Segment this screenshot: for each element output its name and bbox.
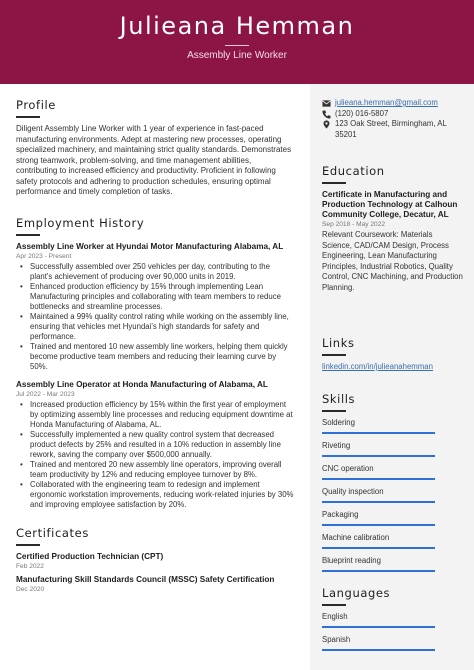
job-title: Assembly Line Operator at Honda Manufacturing of Alabama, AL	[16, 379, 268, 389]
skill-item	[322, 487, 464, 503]
main-column	[16, 98, 294, 595]
skill-bar-fill	[322, 478, 435, 480]
job-bullet: • Maintained a 99% quality control rating while working on the assembly line, ensuring that vehicles met Hyundai's high standards for safety and performance.	[16, 312, 294, 342]
job-dates: Jul 2022 - Mar 2023	[16, 390, 75, 398]
skill-bar	[322, 501, 435, 503]
section-title-education: Education	[322, 164, 385, 178]
section-rule	[322, 182, 346, 184]
section-rule	[16, 234, 40, 236]
skill-bar	[322, 432, 435, 434]
skill-label: Quality inspection	[322, 487, 384, 496]
certificate-date: Dec 2020	[16, 585, 45, 593]
job-bullets	[16, 262, 294, 372]
skill-bar	[322, 570, 435, 572]
job-bullet: • Increased production efficiency by 15% within the first year of employment by optimizing assembly line processes and reducing equipment downtime at Honda Manufacturing of Alabama, AL.	[16, 400, 294, 430]
skill-bar	[322, 478, 435, 480]
contact-address	[322, 119, 464, 140]
address-line: 123 Oak Street, Birmingham, AL	[335, 119, 447, 128]
skill-label: Soldering	[322, 418, 355, 427]
job-title: Assembly Line Worker at Hyundai Motor Manufacturing Alabama, AL	[16, 241, 284, 251]
language-item	[322, 612, 464, 628]
job-bullet: • Trained and mentored 10 new assembly line workers, helping them quickly become productive team members and reducing their learning curve by 50%.	[16, 342, 294, 372]
languages-section	[322, 586, 464, 658]
job-bullet: • Successfully implemented a new quality control system that decreased product defects by 25% and resulted in a 10% reduction in assembly line rework, saving the company over $500,000 annually.	[16, 430, 294, 460]
section-rule	[322, 604, 346, 606]
skill-bar	[322, 455, 435, 457]
skill-label: Packaging	[322, 510, 359, 519]
section-title-employment: Employment History	[16, 215, 145, 230]
contact-email	[322, 98, 464, 109]
location-pin-icon	[322, 120, 331, 129]
skill-label: Riveting	[322, 441, 351, 450]
certificates-section	[16, 526, 294, 594]
skill-bar-fill	[322, 432, 435, 434]
skill-item	[322, 510, 464, 526]
phone-icon	[322, 110, 331, 119]
linkedin-link[interactable]: linkedin.com/in/julieanahemman	[322, 362, 433, 371]
section-rule	[16, 544, 40, 546]
phone-number: (120) 016-5807	[335, 108, 389, 118]
candidate-role: Assembly Line Worker	[187, 50, 287, 61]
certificate-title: Certified Production Technician (CPT)	[16, 551, 164, 561]
skill-bar	[322, 524, 435, 526]
job-dates: Apr 2023 - Present	[16, 252, 72, 260]
email-icon	[322, 99, 331, 108]
job-bullet: • Collaborated with the engineering team to redesign and implement ergonomic workstation improvements, reducing work-related injuries by 30% and improving employee satisfaction by 20%.	[16, 480, 294, 510]
section-title-links: Links	[322, 336, 355, 350]
skill-bar-fill	[322, 547, 435, 549]
certificate-title: Manufacturing Skill Standards Council (MSSC) Safety Certification	[16, 574, 275, 584]
skills-section	[322, 392, 464, 579]
skill-item	[322, 533, 464, 549]
skill-bar-fill	[322, 570, 435, 572]
skill-bar-fill	[322, 455, 435, 457]
job-entry	[16, 242, 294, 372]
section-rule	[322, 354, 346, 356]
language-bar-fill	[322, 649, 435, 651]
education-coursework: Relevant Coursework: Materials Science, CAD/CAM Design, Process Engineering, Lean Manufacturing Principles, Industrial Robotics, Quality Control, CNC Machining, and Production Planning.	[322, 230, 463, 292]
job-bullet: • Enhanced production efficiency by 15% through implementing Lean Manufacturing principles and collaborating with team members to reduce bottlenecks and streamline processes.	[16, 282, 294, 312]
section-title-certificates: Certificates	[16, 525, 89, 540]
language-bar-fill	[322, 626, 435, 628]
skill-item	[322, 418, 464, 434]
job-entry	[16, 380, 294, 510]
section-title-profile: Profile	[16, 98, 56, 112]
job-bullet: • Trained and mentored 20 new assembly line operators, improving overall team productivity by 12% and reducing employee turnover by 8%.	[16, 460, 294, 480]
email-link[interactable]: julieana.hemman@gmail.com	[335, 98, 438, 107]
education-section	[322, 164, 464, 293]
skill-item	[322, 556, 464, 572]
language-label: English	[322, 612, 348, 621]
job-bullets	[16, 400, 294, 510]
contact-block	[322, 98, 464, 140]
skill-label: Blueprint reading	[322, 556, 381, 565]
language-bar	[322, 649, 435, 651]
skill-label: Machine calibration	[322, 533, 390, 542]
certificate-date: Feb 2022	[16, 562, 44, 570]
header-divider	[225, 45, 249, 46]
resume-header	[0, 0, 474, 84]
language-item	[322, 635, 464, 651]
address-line: 35201	[335, 129, 357, 139]
skill-label: CNC operation	[322, 464, 374, 473]
profile-text: Diligent Assembly Line Worker with 1 year of experience in fast-paced manufacturing environments. Adept at mastering new processes, operating specialized machinery, and maintaining strict quality standards. Demonstrates strong teamwork, problem-solving, and time management abilities, contributing to increased efficiency and productivity. Proficient in following safety protocols and adhering to production schedules, ensuring optimal performance and timely completion of tasks.	[16, 124, 292, 196]
education-dates: Sep 2018 - May 2022	[322, 221, 386, 228]
skill-item	[322, 441, 464, 457]
degree-title: Certificate in Manufacturing and Production Technology at Calhoun Community College, Decatur, AL	[322, 190, 458, 219]
candidate-name: Julieana Hemman	[119, 12, 355, 40]
employment-section	[16, 216, 294, 510]
language-label: Spanish	[322, 635, 351, 644]
skills-list	[322, 418, 464, 572]
section-title-skills: Skills	[322, 392, 356, 406]
job-bullet: • Successfully assembled over 250 vehicles per day, contributing to the plant's achievement of producing over 90,000 units in 2019.	[16, 262, 294, 282]
links-section	[322, 336, 464, 372]
skill-item	[322, 464, 464, 480]
skill-bar-fill	[322, 524, 435, 526]
skill-bar	[322, 547, 435, 549]
section-rule	[322, 410, 346, 412]
section-title-languages: Languages	[322, 586, 391, 600]
contact-phone	[322, 109, 464, 120]
profile-section	[16, 98, 294, 198]
section-rule	[16, 116, 40, 118]
language-bar	[322, 626, 435, 628]
skill-bar-fill	[322, 501, 435, 503]
